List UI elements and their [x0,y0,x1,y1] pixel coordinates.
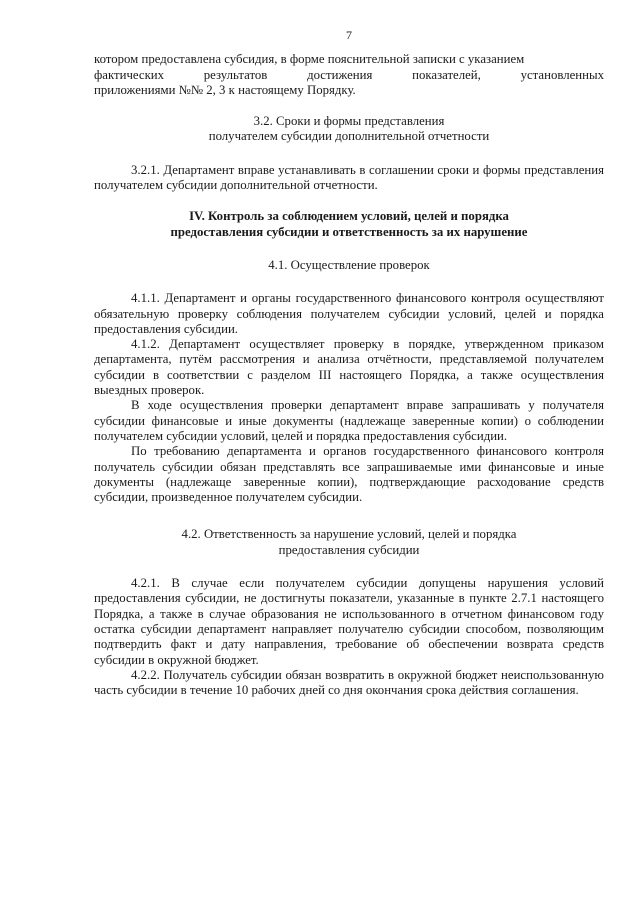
section-iv-heading [94,209,604,240]
section-4-2-heading-line-2: предоставления субсидии [278,542,420,557]
paragraph-4-2-2: 4.2.2. Получатель субсидии обязан возвратить в окружной бюджет неиспользованную часть субсидии в течение 10 рабочих дней со дня окончания срока действия соглашения. [94,667,604,698]
paragraph-4-1-2: 4.1.2. Департамент осуществляет проверку в порядке, утвержденном приказом департамента, путём рассмотрения и анализа отчётности, представляемой получателем субсидии в соответствии с разделом III настоящего Порядка, а также осуществления выездных проверок. [94,337,604,398]
intro-line-1: котором предоставлена субсидия, в форме пояснительной записки с указанием [94,52,525,67]
intro-line-3: приложениями №№ 2, 3 к настоящему Порядку. [94,82,356,97]
section-iv-heading-line-1: IV. Контроль за соблюдением условий, целей и порядка [189,209,509,224]
section-4-1-heading: 4.1. Осуществление проверок [268,257,430,272]
page-number: 7 [346,28,352,42]
section-4-2-heading [94,527,604,558]
paragraph-4-1-3: В ходе осуществления проверки департамент вправе запрашивать у получателя субсидии финансовые и иные документы (надлежаще заверенные копии) о соблюдении получателем субсидии условий, целей и порядка предоставления субсидии. [94,398,604,443]
paragraph-4-1-1: 4.1.1. Департамент и органы государственного финансового контроля осуществляют обязательную проверку соблюдения получателем субсидии условий, целей и порядка предоставления субсидии. [94,291,604,336]
paragraph-3-2-1: 3.2.1. Департамент вправе устанавливать в соглашении сроки и формы представления получателем субсидии дополнительной отчетности. [94,162,604,193]
intro-line-2: фактических результатов достижения показателей, установленных [94,67,604,82]
paragraph-4-2-1: 4.2.1. В случае если получателем субсидии допущены нарушения условий предоставления субсидии, не достигнуты показатели, указанные в пункте 2.7.1 настоящего Порядка, а также в случае образования не использованного в отчетном финансовом году остатка субсидии департамент направляет получателю субсидии способом, позволяющим подтвердить факт и дату направления, требование об обеспечении возврата средств субсидии в окружной бюджет. [94,576,604,667]
paragraph-4-1-4: По требованию департамента и органов государственного финансового контроля получатель субсидии обязан представлять все запрашиваемые ими финансовые и иные документы (надлежаще заверенные копии), подтверждающие расходование средств субсидии, произведенное получателем субсидии. [94,444,604,505]
section-iv-heading-line-2: предоставления субсидии и ответственность за их нарушение [170,224,528,239]
section-4-2-heading-line-1: 4.2. Ответственность за нарушение условий, целей и порядка [181,527,517,542]
section-3-2-heading [94,114,604,145]
section-3-2-heading-line-2: получателем субсидии дополнительной отчетности [208,129,490,144]
section-3-2-heading-line-1: 3.2. Сроки и формы представления [253,114,445,129]
intro-paragraph [94,52,604,98]
